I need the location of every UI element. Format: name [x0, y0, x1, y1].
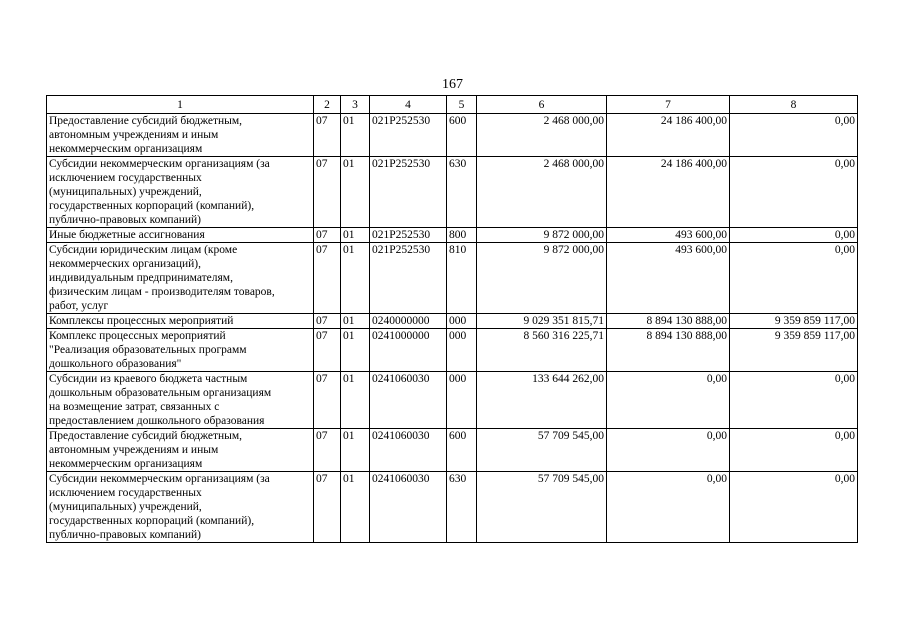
expense-type-code: 000: [447, 372, 477, 429]
row-name-line: предоставлением дошкольного образования: [49, 415, 265, 427]
row-name-line: Комплекс процессных мероприятий: [49, 330, 226, 342]
row-name: [47, 429, 314, 472]
subsection-code: 01: [341, 243, 370, 314]
expense-type-code: 600: [447, 114, 477, 157]
target-article-code: 0241060030: [370, 372, 447, 429]
row-name: [47, 329, 314, 372]
expense-type-code: 800: [447, 228, 477, 243]
table-row: [47, 314, 858, 329]
amount-col-8: 0,00: [730, 472, 858, 543]
row-name-line: индивидуальным предпринимателям,: [49, 272, 233, 284]
target-article-code: 021Р252530: [370, 243, 447, 314]
row-name-line: автономным учреждениям и иным: [49, 444, 219, 456]
amount-col-7: 24 186 400,00: [607, 114, 730, 157]
amount-col-7: 493 600,00: [607, 243, 730, 314]
subsection-code: 01: [341, 329, 370, 372]
section-code: 07: [314, 228, 341, 243]
subsection-code: 01: [341, 157, 370, 228]
table-row: [47, 429, 858, 472]
target-article-code: 0241000000: [370, 329, 447, 372]
row-name-line: Предоставление субсидий бюджетным,: [49, 115, 243, 127]
amount-col-6: 9 029 351 815,71: [477, 314, 607, 329]
amount-col-7: 0,00: [607, 372, 730, 429]
amount-col-7: 0,00: [607, 472, 730, 543]
section-code: 07: [314, 472, 341, 543]
row-name-line: некоммерческим организациям: [49, 458, 203, 470]
table-row: [47, 329, 858, 372]
amount-col-6: 9 872 000,00: [477, 243, 607, 314]
row-name: [47, 314, 314, 329]
row-name-line: Комплексы процессных мероприятий: [49, 315, 234, 327]
header-row: [47, 96, 858, 114]
table-body: [47, 114, 858, 543]
row-name-line: Предоставление субсидий бюджетным,: [49, 430, 243, 442]
amount-col-8: 0,00: [730, 114, 858, 157]
section-code: 07: [314, 157, 341, 228]
amount-col-7: 8 894 130 888,00: [607, 329, 730, 372]
amount-col-8: 9 359 859 117,00: [730, 314, 858, 329]
row-name: [47, 372, 314, 429]
section-code: 07: [314, 114, 341, 157]
subsection-code: 01: [341, 429, 370, 472]
row-name: [47, 157, 314, 228]
subsection-code: 01: [341, 372, 370, 429]
row-name-line: Субсидии юридическим лицам (кроме: [49, 244, 238, 256]
target-article-code: 021Р252530: [370, 228, 447, 243]
expense-type-code: 000: [447, 314, 477, 329]
amount-col-7: 24 186 400,00: [607, 157, 730, 228]
expense-type-code: 630: [447, 157, 477, 228]
amount-col-8: 0,00: [730, 228, 858, 243]
table-row: [47, 228, 858, 243]
target-article-code: 0240000000: [370, 314, 447, 329]
amount-col-7: 493 600,00: [607, 228, 730, 243]
row-name-line: дошкольным образовательным организациям: [49, 387, 272, 399]
amount-col-6: 57 709 545,00: [477, 472, 607, 543]
table-row: [47, 472, 858, 543]
section-code: 07: [314, 429, 341, 472]
row-name-line: государственных корпораций (компаний),: [49, 515, 255, 527]
row-name: [47, 243, 314, 314]
header-col-3: 3: [341, 96, 370, 114]
target-article-code: 021Р252530: [370, 114, 447, 157]
row-name-line: некоммерческим организациям: [49, 143, 203, 155]
section-code: 07: [314, 243, 341, 314]
subsection-code: 01: [341, 314, 370, 329]
row-name-line: публично-правовых компаний): [49, 529, 201, 541]
table-row: [47, 114, 858, 157]
amount-col-7: 0,00: [607, 429, 730, 472]
row-name-line: "Реализация образовательных программ: [49, 344, 247, 356]
header-col-2: 2: [314, 96, 341, 114]
expense-type-code: 810: [447, 243, 477, 314]
amount-col-8: 0,00: [730, 372, 858, 429]
row-name-line: автономным учреждениям и иным: [49, 129, 219, 141]
row-name-line: физическим лицам - производителям товаров,: [49, 286, 275, 298]
amount-col-6: 8 560 316 225,71: [477, 329, 607, 372]
target-article-code: 0241060030: [370, 472, 447, 543]
budget-table: [46, 95, 858, 543]
row-name-line: на возмещение затрат, связанных с: [49, 401, 220, 413]
row-name-line: дошкольного образования": [49, 358, 182, 370]
header-col-1: 1: [47, 96, 314, 114]
row-name-line: Субсидии некоммерческим организациям (за: [49, 158, 270, 170]
row-name-line: исключением государственных: [49, 172, 202, 184]
amount-col-8: 9 359 859 117,00: [730, 329, 858, 372]
row-name-line: публично-правовых компаний): [49, 214, 201, 226]
expense-type-code: 630: [447, 472, 477, 543]
row-name-line: исключением государственных: [49, 487, 202, 499]
section-code: 07: [314, 372, 341, 429]
amount-col-6: 2 468 000,00: [477, 157, 607, 228]
row-name-line: (муниципальных) учреждений,: [49, 501, 202, 513]
row-name-line: (муниципальных) учреждений,: [49, 186, 202, 198]
page-number: 167: [442, 77, 463, 92]
row-name: [47, 114, 314, 157]
amount-col-6: 133 644 262,00: [477, 372, 607, 429]
table-row: [47, 372, 858, 429]
subsection-code: 01: [341, 114, 370, 157]
row-name-line: работ, услуг: [49, 300, 109, 312]
row-name-line: Субсидии некоммерческим организациям (за: [49, 473, 270, 485]
header-col-5: 5: [447, 96, 477, 114]
section-code: 07: [314, 329, 341, 372]
target-article-code: 021Р252530: [370, 157, 447, 228]
target-article-code: 0241060030: [370, 429, 447, 472]
row-name-line: государственных корпораций (компаний),: [49, 200, 255, 212]
row-name: [47, 472, 314, 543]
expense-type-code: 000: [447, 329, 477, 372]
amount-col-8: 0,00: [730, 429, 858, 472]
table-row: [47, 243, 858, 314]
row-name-line: Субсидии из краевого бюджета частным: [49, 373, 248, 385]
row-name-line: некоммерческих организаций),: [49, 258, 202, 270]
table-row: [47, 157, 858, 228]
row-name-line: Иные бюджетные ассигнования: [49, 229, 205, 241]
amount-col-8: 0,00: [730, 243, 858, 314]
amount-col-6: 9 872 000,00: [477, 228, 607, 243]
amount-col-8: 0,00: [730, 157, 858, 228]
subsection-code: 01: [341, 228, 370, 243]
amount-col-7: 8 894 130 888,00: [607, 314, 730, 329]
header-col-4: 4: [370, 96, 447, 114]
amount-col-6: 2 468 000,00: [477, 114, 607, 157]
expense-type-code: 600: [447, 429, 477, 472]
header-col-8: 8: [730, 96, 858, 114]
amount-col-6: 57 709 545,00: [477, 429, 607, 472]
row-name: [47, 228, 314, 243]
section-code: 07: [314, 314, 341, 329]
subsection-code: 01: [341, 472, 370, 543]
header-col-7: 7: [607, 96, 730, 114]
header-col-6: 6: [477, 96, 607, 114]
